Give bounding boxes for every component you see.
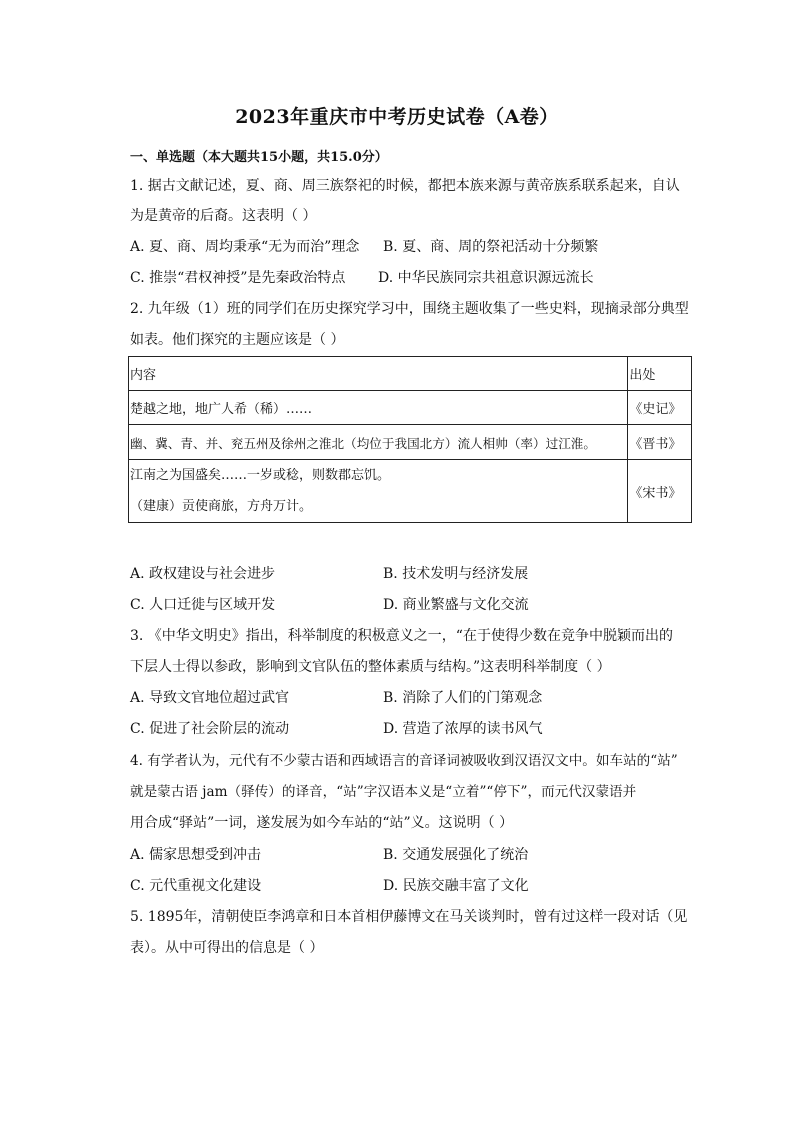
- question-1-option-b: B. 夏、商、周的祭祀活动十分频繁: [383, 239, 599, 255]
- question-3-stem-line-2: 下层人士得以参政，影响到文官队伍的整体素质与结构。”这表明科举制度（ ）: [130, 659, 611, 675]
- question-4-option-c: C. 元代重视文化建设: [130, 878, 262, 894]
- table-cell-source: 《晋书》: [628, 425, 692, 460]
- question-4-stem-line-2: 就是蒙古语 jam（驿传）的译音，“站”字汉语本义是“立着”“停下”，而元代汉蒙语并: [130, 784, 637, 800]
- question-3-option-d: D. 营造了浓厚的读书风气: [383, 721, 543, 737]
- table-cell-content: 幽、冀、青、并、兖五州及徐州之淮北（均位于我国北方）流人相帅（率）过江淮。: [129, 425, 628, 460]
- question-2-stem-line-2: 如表。他们探究的主题应该是（ ）: [130, 332, 345, 348]
- table-row: [129, 425, 692, 460]
- table-cell-content: 楚越之地，地广人希（稀）……: [129, 391, 628, 425]
- question-1-stem-line-1: 1. 据古文献记述，夏、商、周三族祭祀的时候，都把本族来源与黄帝族系联系起来，自认: [130, 178, 680, 194]
- question-5-stem-line-2: 表）。从中可得出的信息是（ ）: [130, 940, 324, 956]
- question-4-stem-line-1: 4. 有学者认为，元代有不少蒙古语和西域语言的音译词被吸收到汉语汉文中。如车站的“站”: [130, 753, 678, 769]
- table-cell-content-line-2: （建康）贡使商旅，方舟万计。: [130, 499, 313, 514]
- table-cell-source: 《史记》: [628, 391, 692, 425]
- question-3-option-c: C. 促进了社会阶层的流动: [130, 721, 290, 737]
- table-row: [129, 391, 692, 425]
- question-2-option-a: A. 政权建设与社会进步: [130, 566, 276, 582]
- table-header-row: [129, 357, 692, 391]
- question-5-stem-line-1: 5. 1895年，清朝使臣李鸿章和日本首相伊藤博文在马关谈判时，曾有过这样一段对话（见: [130, 909, 688, 925]
- table-cell-content-line-1: 江南之为国盛矣……一岁或稔，则数郡忘饥。: [130, 468, 391, 483]
- question-4-option-a: A. 儒家思想受到冲击: [130, 847, 262, 863]
- table-header-source: 出处: [628, 357, 692, 391]
- question-1-option-c: C. 推崇“君权神授”是先秦政治特点: [130, 270, 346, 286]
- source-table: [128, 356, 692, 523]
- question-4-stem-line-3: 用合成“驿站”一词，遂发展为如今车站的“站”义。这说明（ ）: [130, 815, 514, 831]
- question-3-option-a: A. 导致文官地位超过武官: [130, 690, 290, 706]
- question-4-option-d: D. 民族交融丰富了文化: [383, 878, 529, 894]
- question-4-option-b: B. 交通发展强化了统治: [383, 847, 529, 863]
- question-1-stem-line-2: 为是黄帝的后裔。这表明（ ）: [130, 208, 317, 224]
- question-1-option-d: D. 中华民族同宗共祖意识源远流长: [378, 270, 594, 286]
- table-row: [129, 460, 692, 523]
- section-heading: 一、单选题（本大题共15小题，共15.0分）: [130, 150, 388, 165]
- table-cell-content: [129, 460, 628, 523]
- question-3-stem-line-1: 3. 《中华文明史》指出，科举制度的积极意义之一，“在于使得少数在竞争中脱颖而出的: [130, 628, 673, 644]
- question-2-option-b: B. 技术发明与经济发展: [383, 566, 529, 582]
- question-2-stem-line-1: 2. 九年级（1）班的同学们在历史探究学习中，围绕主题收集了一些史料，现摘录部分典型: [130, 301, 689, 317]
- exam-title: 2023年重庆市中考历史试卷（A卷）: [235, 106, 559, 128]
- question-2-option-d: D. 商业繁盛与文化交流: [383, 597, 529, 613]
- question-1-option-a: A. 夏、商、周均秉承“无为而治”理念: [130, 239, 360, 255]
- table-cell-source: 《宋书》: [628, 460, 692, 523]
- question-2-option-c: C. 人口迁徙与区域开发: [130, 597, 276, 613]
- table-header-content: 内容: [129, 357, 628, 391]
- question-3-option-b: B. 消除了人们的门第观念: [383, 690, 543, 706]
